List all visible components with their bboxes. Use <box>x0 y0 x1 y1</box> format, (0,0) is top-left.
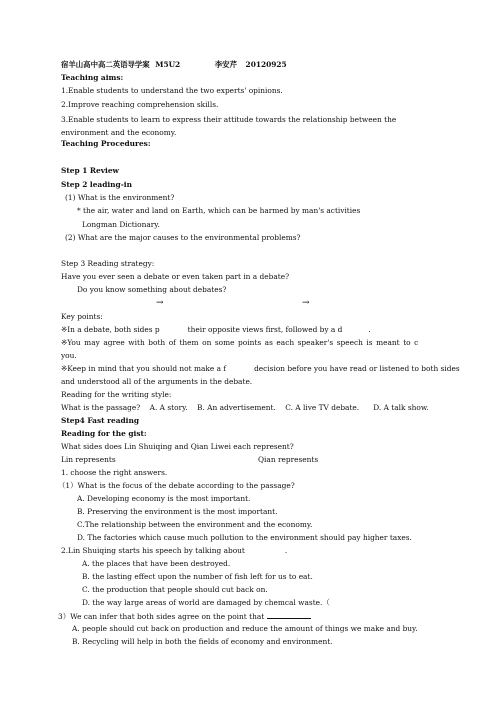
step3-question-1: Have you ever seen a debate or even taken part in a debate? <box>61 272 290 281</box>
procedures-heading: Teaching Procedures: <box>61 139 151 148</box>
key-point-1-part-c: . <box>368 325 371 334</box>
question-1-option-d: D. The factories which cause much pollution to the environment should pay higher taxes. <box>77 533 412 542</box>
key-point-2: ※You may agree with both of them on some points as each speaker's speech is meant to c <box>61 338 419 347</box>
question-1-option-b: B. Preserving the environment is the most important. <box>77 507 278 516</box>
question-3-option-a: A. people should cut back on production and reduce the amount of things we make and buy. <box>72 624 418 633</box>
aim-item-3: 3.Enable students to learn to express their attitude towards the relationship between the environment and the economy. <box>61 115 397 137</box>
question-1-option-c: C.The relationship between the environment and the economy. <box>77 520 313 529</box>
arrow-icon: → <box>302 298 310 308</box>
qian-represents-label: Qian represents <box>258 455 319 464</box>
school-title: 宿羊山高中高二英语导学案 <box>61 60 150 69</box>
arrow-icon: → <box>156 298 164 308</box>
step2-question-2: (2) What are the major causes to the environmental problems? <box>65 233 301 242</box>
question-2-option-d: D. the way large areas of world are damaged by chemcal waste.（ <box>82 598 330 607</box>
step1-heading: Step 1 Review <box>61 166 119 175</box>
step2-answer-source: Longman Dictionary. <box>82 220 160 229</box>
step2-heading: Step 2 leading-in <box>61 180 132 189</box>
represents-line <box>61 455 441 465</box>
header-date: 20120925 <box>245 60 287 69</box>
sides-question: What sides does Lin Shuiqing and Qian Liwei each represent? <box>61 442 294 451</box>
key-point-3-part-a: ※Keep in mind that you should not make a f <box>61 364 227 373</box>
step3-question-2: Do you know something about debates? <box>77 285 227 294</box>
question-2-option-a: A. the places that have been destroyed. <box>82 559 231 568</box>
gist-heading: Reading for the gist: <box>61 429 147 438</box>
question-2-option-b: B. the lasting effect upon the number of fish left for us to eat. <box>82 572 313 581</box>
unit-code: M5U2 <box>155 60 181 69</box>
key-point-1-part-b: their opposite views first, followed by a d <box>187 325 343 334</box>
step2-answer-1: * the air, water and land on Earth, which can be harmed by man's activities <box>77 206 361 215</box>
question-2 <box>61 546 441 556</box>
writing-style-heading: Reading for the writing style: <box>61 390 172 399</box>
passage-type-question: What is the passage? A. A story. B. An advertisement. C. A live TV debate. D. A talk show. <box>61 403 429 412</box>
key-point-2-end: you. <box>61 351 77 360</box>
key-point-1-part-a: ※In a debate, both sides p <box>61 325 160 334</box>
key-point-3 <box>61 364 460 374</box>
step2-question-1: (1) What is the environment? <box>65 193 175 202</box>
worksheet-header <box>61 60 441 70</box>
question-3-text: 3）We can infer that both sides agree on the point that <box>58 612 265 621</box>
question-1-option-a: A. Developing economy is the most important. <box>77 494 251 503</box>
aim-item-1: 1.Enable students to understand the two experts' opinions. <box>61 86 283 95</box>
key-points-heading: Key points: <box>61 312 103 321</box>
choose-instruction: 1. choose the right answers. <box>61 468 168 477</box>
key-point-3-part-b: decision before you have read or listened to both sides <box>254 364 460 373</box>
question-3-answer-blank[interactable] <box>267 611 311 619</box>
step3-heading: Step 3 Reading strategy: <box>61 259 155 268</box>
question-2-option-c: C. the production that people should cut back on. <box>82 585 268 594</box>
step4-heading: Step4 Fast reading <box>61 416 140 425</box>
question-2-text: 2.Lin Shuiqing starts his speech by talking about <box>61 546 245 555</box>
question-1: （1）What is the focus of the debate according to the passage? <box>58 481 295 490</box>
question-3 <box>58 611 438 622</box>
aim-item-2: 2.Improve reaching comprehension skills. <box>61 100 219 109</box>
lin-represents-label: Lin represents <box>61 455 116 464</box>
author-name: 李安芹 <box>214 60 237 69</box>
key-point-1 <box>61 325 441 335</box>
aims-heading: Teaching aims: <box>61 73 124 82</box>
question-2-end: . <box>284 546 288 555</box>
key-point-3-end: and understood all of the arguments in the debate. <box>61 377 253 386</box>
question-3-option-b: B. Recycling will help in both the fields of economy and environment. <box>72 637 333 646</box>
